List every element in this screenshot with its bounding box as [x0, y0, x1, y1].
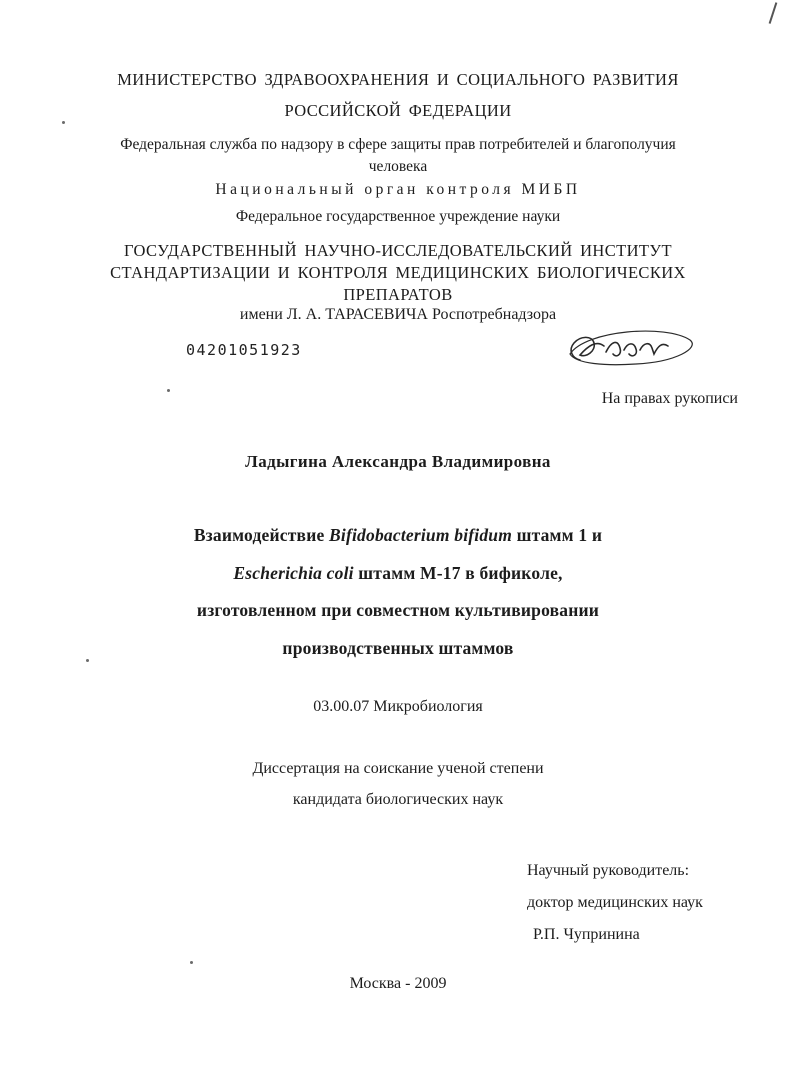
latin-species-name: Escherichia coli	[233, 563, 354, 583]
scan-speck	[86, 659, 89, 662]
ministry-line-1: МИНИСТЕРСТВО ЗДРАВООХРАНЕНИЯ И СОЦИАЛЬНОГО РАЗВИТИЯ	[117, 70, 679, 89]
supervisor-degree: доктор медицинских наук	[527, 894, 703, 911]
institute-name-line-1: ГОСУДАРСТВЕННЫЙ НАУЧНО-ИССЛЕДОВАТЕЛЬСКИЙ ИНСТИТУТ	[124, 241, 672, 260]
institute-named-after: имени Л. А. ТАРАСЕВИЧА Роспотребнадзора	[239, 306, 557, 323]
manuscript-rights-note: На правах рукописи	[601, 390, 738, 407]
scan-speck	[62, 121, 65, 124]
supervisor-label: Научный руководитель:	[527, 862, 690, 879]
dissertation-statement-line-1: Диссертация на соискание ученой степени	[252, 760, 544, 777]
federal-service-line-2: человека	[368, 158, 428, 175]
scan-corner-mark	[769, 2, 777, 23]
federal-service-line-1: Федеральная служба по надзору в сфере защиты прав потребителей и благополучия	[120, 136, 676, 153]
dissertation-title-line-2	[0, 563, 796, 584]
scan-speck	[190, 961, 193, 964]
dissertation-title-line-3: изготовленном при совместном культивировании	[196, 600, 600, 620]
supervisor-block	[527, 855, 703, 951]
specialty-code: 03.00.07 Микробиология	[313, 698, 483, 715]
ministry-line-2: РОССИЙСКОЙ ФЕДЕРАЦИИ	[284, 101, 512, 120]
title-text: Взаимодействие	[193, 525, 330, 545]
institute-name-line-3: ПРЕПАРАТОВ	[343, 285, 453, 304]
institute-name-line-2: СТАНДАРТИЗАЦИИ И КОНТРОЛЯ МЕДИЦИНСКИХ БИОЛОГИЧЕСКИХ	[110, 263, 686, 282]
latin-species-name: Bifidobacterium bifidum	[329, 525, 513, 545]
registration-number: 04201051923	[186, 341, 302, 359]
signature	[566, 328, 700, 378]
scan-speck	[167, 389, 170, 392]
title-text: штамм М-17 в бификоле,	[353, 563, 563, 583]
supervisor-name: Р.П. Чупринина	[533, 926, 640, 943]
city-and-year: Москва - 2009	[349, 975, 447, 992]
dissertation-title-line-4: производственных штаммов	[282, 638, 514, 658]
author-name: Ладыгина Александра Владимировна	[245, 452, 551, 471]
title-text: штамм 1 и	[512, 525, 603, 545]
national-control-body: Национальный орган контроля МИБП	[215, 181, 581, 198]
dissertation-title-line-1	[0, 525, 796, 546]
dissertation-statement-line-2: кандидата биологических наук	[292, 791, 504, 808]
institution-type: Федеральное государственное учреждение науки	[235, 208, 561, 225]
